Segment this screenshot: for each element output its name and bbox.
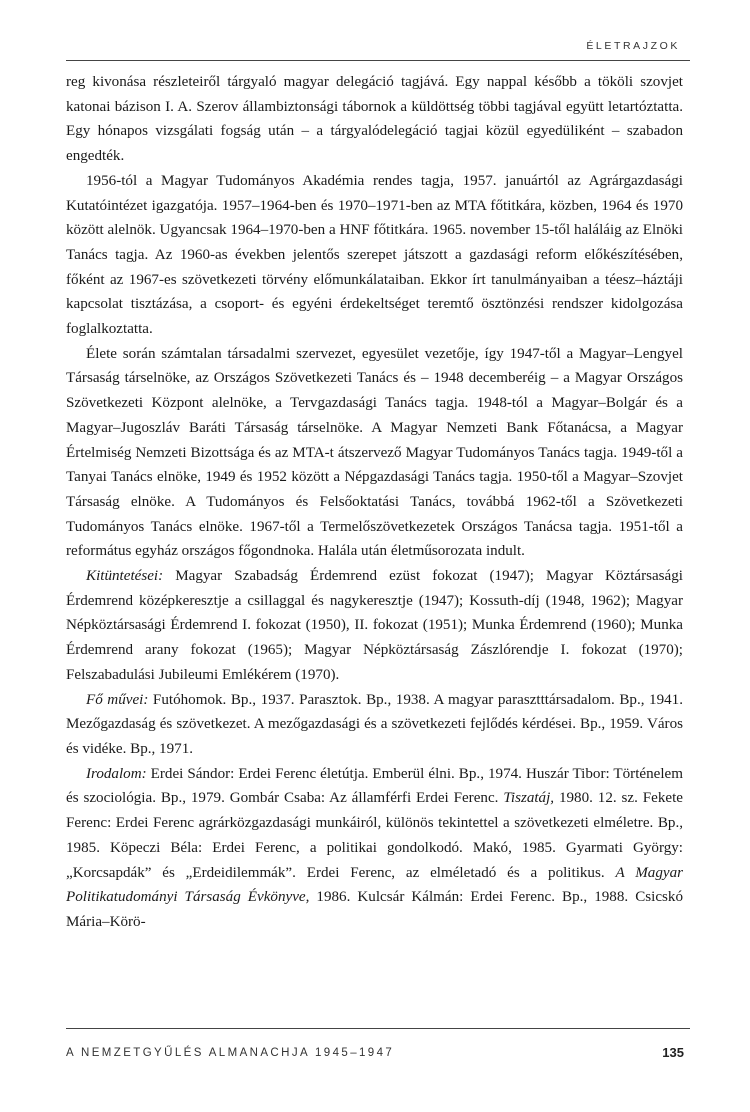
paragraph-literature [66,762,683,935]
paragraph-text: 1956-tól a Magyar Tudományos Akadémia rendes tagja, 1957. januártól az Agrárgazdasági Kutatóintézet igazgatója. 1957–1964-ben és 1970–1971-ben az MTA főtitkára, közben, 1964 és 1970 között alelnök. Ugyancsak 1964–1970-ben a HNF főtitkára. 1965. november 15-től haláláig az Elnöki Tanács tagja. Az 1960-as években jelentős szerepet játszott a gazdasági reform előkészítésében, főként az 1967-es szövetkezeti törvény előmunkálataiban. Ekkor írt tanulmányaiban a téesz–háztáji kapcsolat tisztázása, a csoport- és egyéni érdekeltséget teremtő ösztönzési rendszer kidolgozása foglalkoztatta. [66,172,683,338]
paragraph-text: 1980. 12. sz. Fekete Ferenc: Erdei Ferenc agrárközgazdasági munkáiról, különös tekintettel a szövetkezeti elméletre. Bp., 1985. Köpeczi Béla: Erdei Ferenc, a politikai gondolkodó. Makó, 1985. Gyarmati György: „Korcsapdák” és „Erdeidilemmák”. Erdei Ferenc, az elméletadó és a politikus. [66,790,683,881]
footer-rule [66,1028,690,1029]
page-number: 135 [662,1045,684,1060]
section-label-works: Fő művei: [86,691,149,708]
header-rule [66,60,690,61]
paragraph-text: 1986. Kulcsár Kálmán: Erdei Ferenc. Bp., 1988. Csicskó Mária–Körö- [66,889,683,930]
section-label-awards: Kitüntetései: [86,568,164,585]
paragraph-works [66,688,683,762]
paragraph-text: Futóhomok. Bp., 1937. Parasztok. Bp., 1938. A magyar parasztttársadalom. Bp., 1941. Mezőgazdaság és szövetkezet. A mezőgazdasági és a szövetkezeti fejlődés kérdései. Bp., 1959. Város és vidéke. Bp., 1971. [66,691,683,757]
paragraph-text: Élete során számtalan társadalmi szervezet, egyesület vezetője, így 1947-től a Magyar–Lengyel Társaság társelnöke, az Országos Szövetkezeti Tanács és – 1948 decemberéig – a Magyar Országos Szövetkezeti Központ alelnöke, a Tervgazdasági Tanács tagja. 1948-tól a Magyar–Bolgár és a Magyar–Jugoszláv Baráti Társaság társelnöke. A Magyar Nemzeti Bank Főtanácsa, a Magyar Értelmiség Nemzeti Bizottsága és az MTA-t átszervező Magyar Tudományos Tanács tagja. 1949-től a Tanyai Tanács elnöke, 1949 és 1952 között a Népgazdasági Tanács tagja. 1950-től a Magyar–Szovjet Társaság elnöke. A Tudományos és Felsőoktatási Tanács, továbbá 1962-től a Szövetkezeti Tudományos Tanács elnöke. 1967-től a Termelőszövetkezetek Országos Tanácsa tagja. 1951-től a református egyház országos főgondnoka. Halála után életműsorozata indult. [66,345,683,560]
paragraph-text: Erdei Sándor: Erdei Ferenc életútja. Emberül élni. Bp., 1974. Huszár Tibor: Történelem és szociológia. Bp., 1979. Gombár Csaba: Az államférfi Erdei Ferenc. [66,765,683,807]
yearbook-title: A Magyar Politikatudományi Társaság Évkönyve, [66,864,684,906]
journal-title: Tiszatáj, [503,790,555,807]
paragraph-text: Magyar Szabadság Érdemrend ezüst fokozat (1947); Magyar Köztársasági Érdemrend középkeresztje a csillaggal és nagykeresztje (1947); Kossuth-díj (1948, 1962); Magyar Népköztársasági Érdemrend I. fokozat (1950), II. fokozat (1951); Munka Érdemrend (1960); Munka Érdemrend arany fokozat (1965); Magyar Népköztársaság Zászlórendje I. fokozat (1970); Felszabadulási Jubileumi Emlékérem (1970). [66,568,683,683]
paragraph-career [66,169,683,342]
footer-publication-title: A NEMZETGYŰLÉS ALMANACHJA 1945–1947 [66,1047,395,1059]
page-body [66,70,683,935]
paragraph-continuation [66,70,683,169]
running-head: ÉLETRAJZOK [586,40,680,52]
section-label-literature: Irodalom: [86,765,147,782]
paragraph-text: reg kivonása részleteiről tárgyaló magyar delegáció tagjává. Egy nappal később a tököli szovjet katonai bázison I. A. Szerov állambiztonsági tábornok a küldöttség többi tagjával együtt letartóztatta. Egy hónapos vizsgálati fogság után – a tárgyalódelegáció tagjai közül egyedüliként – szabadon engedték. [66,74,683,165]
paragraph-organizations [66,342,683,564]
paragraph-awards [66,564,683,688]
